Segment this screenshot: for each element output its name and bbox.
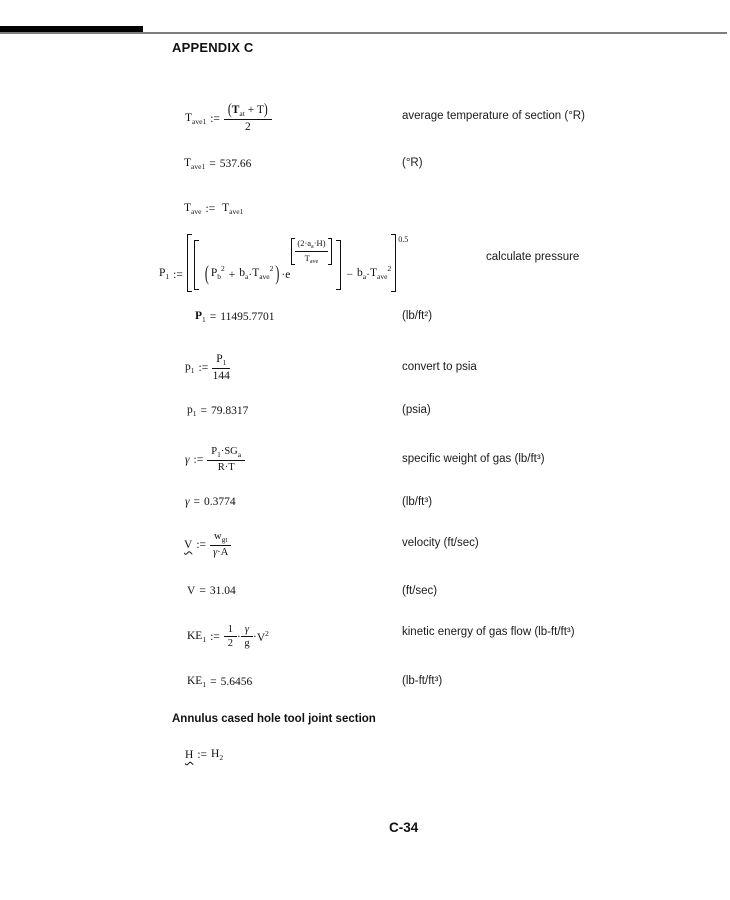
- fraction: [224, 101, 272, 133]
- var-ba: $b_a$: [357, 267, 367, 281]
- numerator: $w_{gt}$: [210, 531, 231, 546]
- equals-operator: =: [200, 405, 207, 417]
- minus-operator: −: [346, 269, 354, 281]
- page-number: C-34: [389, 820, 419, 835]
- value: 537.66: [219, 158, 252, 170]
- exp-denominator: $T_{ave}$: [304, 253, 319, 265]
- header-rule-line: [0, 32, 727, 34]
- equation-velocity-value: [187, 585, 236, 597]
- assign-operator: :=: [205, 203, 216, 215]
- var-velocity: V: [187, 585, 196, 597]
- euler-e: e: [285, 269, 291, 281]
- var-h2: $H_2$: [211, 748, 224, 762]
- annotation-units-rankine: (°R): [402, 157, 423, 169]
- denominator: R·T: [217, 462, 235, 473]
- value: 5.6456: [220, 676, 253, 688]
- assign-operator: :=: [210, 112, 220, 125]
- annotation-units-ft-sec: (ft/sec): [402, 585, 438, 597]
- denominator: 2: [244, 121, 251, 133]
- equation-ke1-definition: [187, 624, 269, 649]
- fraction-one-half: $\frac{1}{2}$: [224, 624, 237, 649]
- power-exponent: 0.5: [398, 235, 409, 244]
- annotation-specific-weight: specific weight of gas (lb/ft³): [402, 453, 545, 465]
- equation-h-assignment: [185, 748, 223, 762]
- var-tave1: $T_{ave1}$: [222, 202, 244, 216]
- value: 11495.7701: [220, 311, 275, 323]
- multiply-dot: ·: [248, 269, 253, 281]
- equals-operator: =: [199, 585, 206, 597]
- var-h: H: [185, 749, 194, 761]
- var-velocity: V: [184, 538, 193, 551]
- equation-tave1-value: [184, 157, 251, 171]
- right-paren: ): [275, 260, 280, 286]
- assign-operator: :=: [210, 630, 220, 643]
- exp-right-bracket: [328, 238, 332, 265]
- multiply-dot: ·: [237, 630, 241, 643]
- equation-p1-psia-value: [187, 404, 248, 418]
- annotation-units-lb-ft-ft3: (lb-ft/ft³): [402, 675, 443, 687]
- annotation-average-temperature: average temperature of section (°R): [402, 110, 585, 122]
- var-p1: $P_1$: [195, 310, 206, 324]
- left-paren: (: [204, 260, 209, 286]
- equals-operator: =: [193, 496, 201, 508]
- var-gamma: γ: [185, 496, 190, 508]
- equation-tave1-definition: [185, 101, 272, 133]
- var-ba: $b_a$: [239, 267, 249, 281]
- assign-operator: :=: [193, 453, 204, 466]
- numerator: $P_1\cdot SG_a$: [207, 446, 245, 461]
- inner-left-bracket: [194, 240, 199, 290]
- annotation-kinetic-energy: kinetic energy of gas flow (lb-ft/ft³): [402, 626, 575, 638]
- var-ke1: $KE_1$: [187, 629, 207, 644]
- var-v-squared: $V^2$: [256, 629, 269, 644]
- equation-gamma-value: [185, 496, 236, 508]
- equation-p1-value: [195, 310, 274, 324]
- outer-left-bracket: [187, 234, 192, 292]
- multiply-dot: ·: [253, 630, 257, 643]
- value: 31.04: [209, 585, 236, 597]
- inner-right-bracket: [336, 240, 341, 290]
- annotation-velocity: velocity (ft/sec): [402, 537, 479, 549]
- fraction: [212, 353, 230, 382]
- assign-operator: :=: [197, 749, 207, 761]
- plus-operator: +: [228, 269, 236, 281]
- var-tave-squared: $T_{ave}^2$: [369, 264, 392, 281]
- annotation-convert-psia: convert to psia: [402, 361, 477, 373]
- var-p1-lower: $p_1$: [187, 404, 197, 418]
- assign-operator: :=: [173, 269, 183, 281]
- outer-right-bracket: [391, 234, 396, 292]
- page-title: APPENDIX C: [172, 40, 254, 55]
- var-tave1: $T_{ave1}$: [184, 157, 206, 171]
- value: 79.8317: [211, 405, 249, 417]
- pressure-term-group: [201, 238, 334, 292]
- annotation-units-lb-ft3: (lb/ft³): [402, 496, 433, 508]
- section-heading: Annulus cased hole tool joint section: [172, 713, 376, 725]
- var-p1: $P_1$: [159, 267, 170, 281]
- denominator: γ·A: [213, 547, 229, 558]
- equals-operator: =: [209, 311, 217, 323]
- var-tave-squared: $T_{ave}^2$: [252, 264, 274, 281]
- equation-p1-definition: [159, 234, 408, 292]
- equals-operator: =: [209, 158, 216, 170]
- equation-velocity-definition: [184, 531, 231, 558]
- equation-gamma-definition: [185, 446, 245, 473]
- fraction-gamma-over-g: $\frac{\gamma}{g}$: [241, 624, 253, 649]
- var-pb-squared: $P_b^2$: [210, 264, 225, 281]
- assign-operator: :=: [196, 538, 206, 551]
- numerator: $P_1$: [212, 353, 230, 369]
- multiply-dot: ·: [281, 269, 286, 281]
- annotation-units-lb-ft2: (lb/ft²): [402, 310, 433, 322]
- denominator: 144: [212, 370, 230, 382]
- multiply-dot: ·: [366, 269, 370, 281]
- var-tave: $T_{ave}$: [184, 202, 202, 216]
- assign-operator: :=: [198, 361, 209, 374]
- value: 0.3774: [204, 496, 236, 508]
- equals-operator: =: [210, 676, 217, 688]
- var-p1-lower: $p_1$: [185, 360, 195, 375]
- equation-ke1-value: [187, 675, 252, 689]
- annotation-units-psia: (psia): [402, 404, 431, 416]
- exp-fraction: [295, 238, 327, 265]
- numerator: $(T_{at} + T)$: [224, 104, 272, 120]
- var-gamma: γ: [185, 453, 190, 466]
- fraction: [207, 446, 245, 473]
- annotation-calculate-pressure: calculate pressure: [486, 251, 580, 263]
- exp-numerator: $(2\cdot a_a\cdot H)$: [297, 238, 326, 250]
- var-ke1: $KE_1$: [187, 675, 207, 689]
- exponent-group: [291, 238, 331, 265]
- equation-tave-assignment: [184, 202, 243, 216]
- fraction: [210, 531, 231, 558]
- var-tave1: $T_{ave1}$: [185, 111, 207, 126]
- equation-p1-psia-definition: [185, 353, 230, 382]
